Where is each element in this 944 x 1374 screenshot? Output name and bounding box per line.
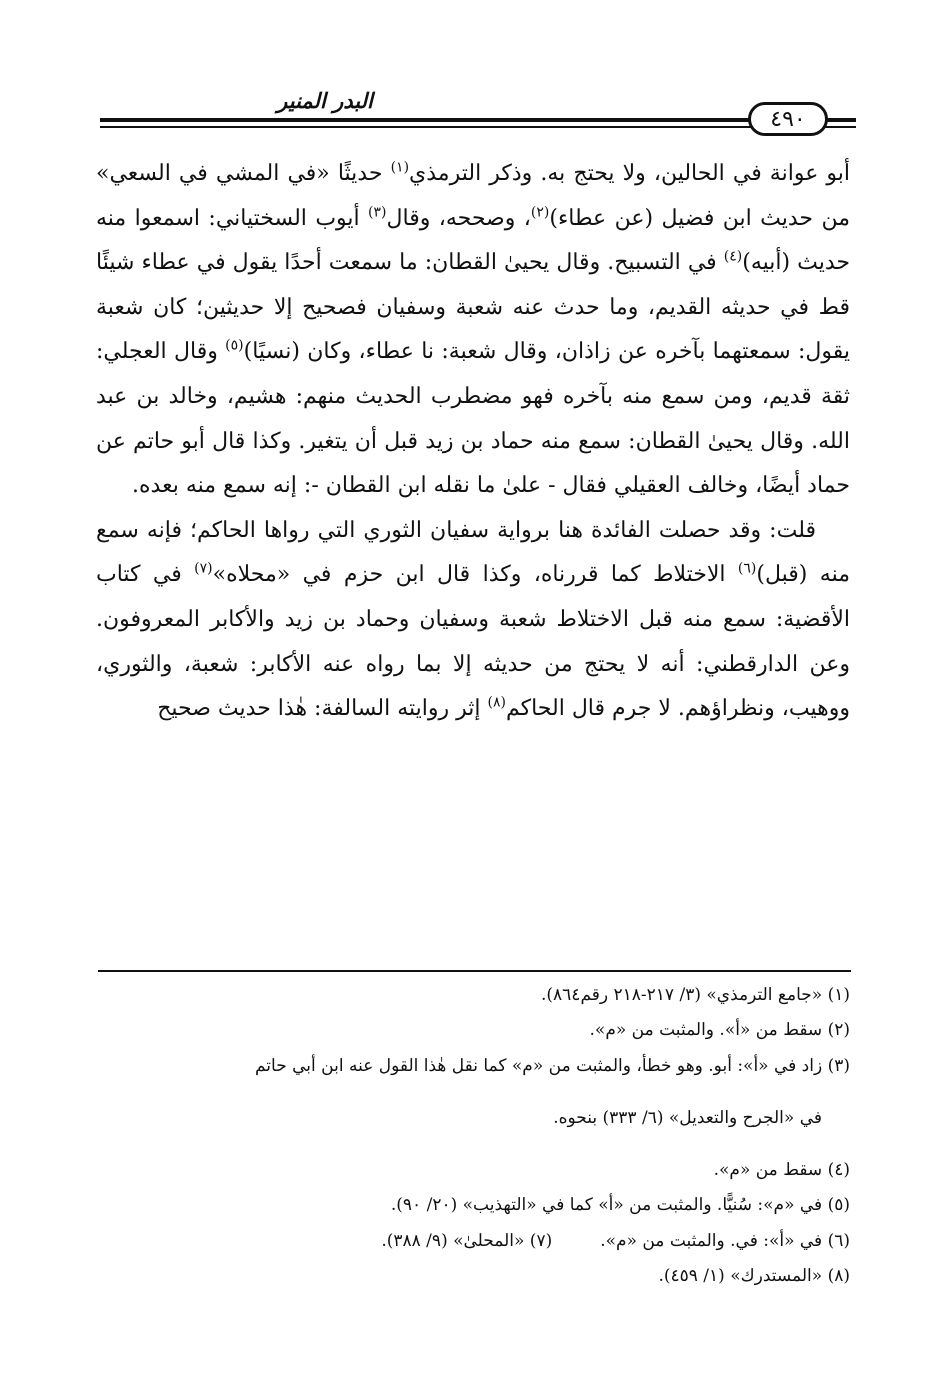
footnote-5: (٥) في «م»: سُنيًّا. والمثبت من «أ» كما في «التهذيب» (٢٠/ ٩٠). — [390, 1195, 850, 1216]
footnote-mark-6: (٦) — [737, 561, 757, 578]
paragraph-1 — [96, 152, 850, 509]
footnote-mark-3: (٣) — [368, 204, 387, 221]
text-run: ، وصححه، وقال — [386, 205, 531, 231]
footnote-mark-2: (٢) — [530, 204, 550, 221]
footnote-6-7-line — [96, 1224, 850, 1259]
text-run: قلت: وقد حصلت الفائدة هنا برواية سفيان الثوري التي رواها الحاكم؛ فإنه سمع منه (قبل) — [96, 517, 850, 588]
footnote-mark-5: (٥) — [225, 338, 244, 355]
footnote-6: (٦) في «أ»: في. والمثبت من «م». — [600, 1230, 850, 1251]
main-text — [96, 152, 850, 732]
text-run: الاختلاط كما قررناه، وكذا قال ابن حزم في «محلاه» — [212, 562, 738, 588]
page-header — [100, 88, 856, 148]
paragraph-2 — [96, 509, 850, 732]
footnote-7: (٧) «المحلىٰ» (٩/ ٣٨٨). — [381, 1230, 553, 1251]
text-run: في كتاب الأقضية: سمع منه قبل الاختلاط شعبة وسفيان وحماد بن زيد والأكابر المعروفون. وعن الدارقطني: أنه لا يحتج من حديثه إلا بما رواه عنه الأكابر: شعبة، والثوري، ووهيب، ونظراؤهم. لا جرم قال الحاكم — [96, 562, 850, 722]
running-title: البدر المنير — [277, 88, 373, 113]
text-run: أبو عوانة في الحالين، ولا يحتج به. وذكر الترمذي — [409, 161, 850, 186]
footnote-3-continued: في «الجرح والتعديل» (٦/ ٣٣٣) بنحوه. — [553, 1107, 822, 1128]
footnote-2: (٢) سقط من «أ». والمثبت من «م». — [589, 1020, 850, 1041]
footnote-8: (٨) «المستدرك» (١/ ٤٥٩). — [658, 1266, 850, 1287]
text-run: إثر روايته السالفة: هٰذا حديث صحيح — [157, 696, 488, 722]
footnote-mark-4: (٤) — [723, 248, 743, 265]
text-run: حديثًا «في المشي في السعي» من حديث ابن فضيل (عن عطاء) — [96, 161, 850, 231]
footnote-mark-8: (٨) — [487, 694, 506, 711]
footnote-4: (٤) سقط من «م». — [713, 1160, 850, 1181]
footnote-1: (١) «جامع الترمذي» (٣/ ٢١٧-٢١٨ رقم٨٦٤). — [540, 985, 850, 1005]
footnote-mark-1: (١) — [390, 159, 410, 176]
footnotes — [96, 978, 850, 1294]
page-number: ٤٩٠ — [748, 102, 828, 136]
footnote-mark-7: (٧) — [194, 561, 213, 578]
footnote-separator — [98, 970, 851, 972]
header-rule-thin — [100, 126, 760, 128]
footnote-3: (٣) زاد في «أ»: أبو. وهو خطأ، والمثبت من «م» كما نقل هٰذا القول عنه ابن أبي حاتم — [254, 1055, 850, 1076]
header-rule-thick — [100, 118, 760, 122]
text-run: أيوب السختياني: اسمعوا منه حديث (أبيه) — [96, 205, 850, 276]
text-run: في التسبيح. وقال يحيىٰ القطان: ما سمعت أحدًا يقول في عطاء شيئًا قط في حديثه القديم، وما حدث عنه شعبة وسفيان فصحيح إلا حديثين؛ كان شعبة يقول: سمعتهما بآخره عن زاذان، وقال شعبة: نا عطاء، وكان (نسيًا) — [96, 250, 850, 365]
text-run: وقال العجلي: ثقة قديم، ومن سمع منه بآخره فهو مضطرب الحديث منهم: هشيم، وخالد بن عبد الله. وقال يحيىٰ القطان: سمع منه حماد بن زيد قبل أن يتغير. وكذا قال أبو حاتم عن حماد أيضًا، وخالف العقيلي فقال - علىٰ ما نقله ابن القطان -: إنه سمع منه بعده. — [96, 339, 850, 499]
